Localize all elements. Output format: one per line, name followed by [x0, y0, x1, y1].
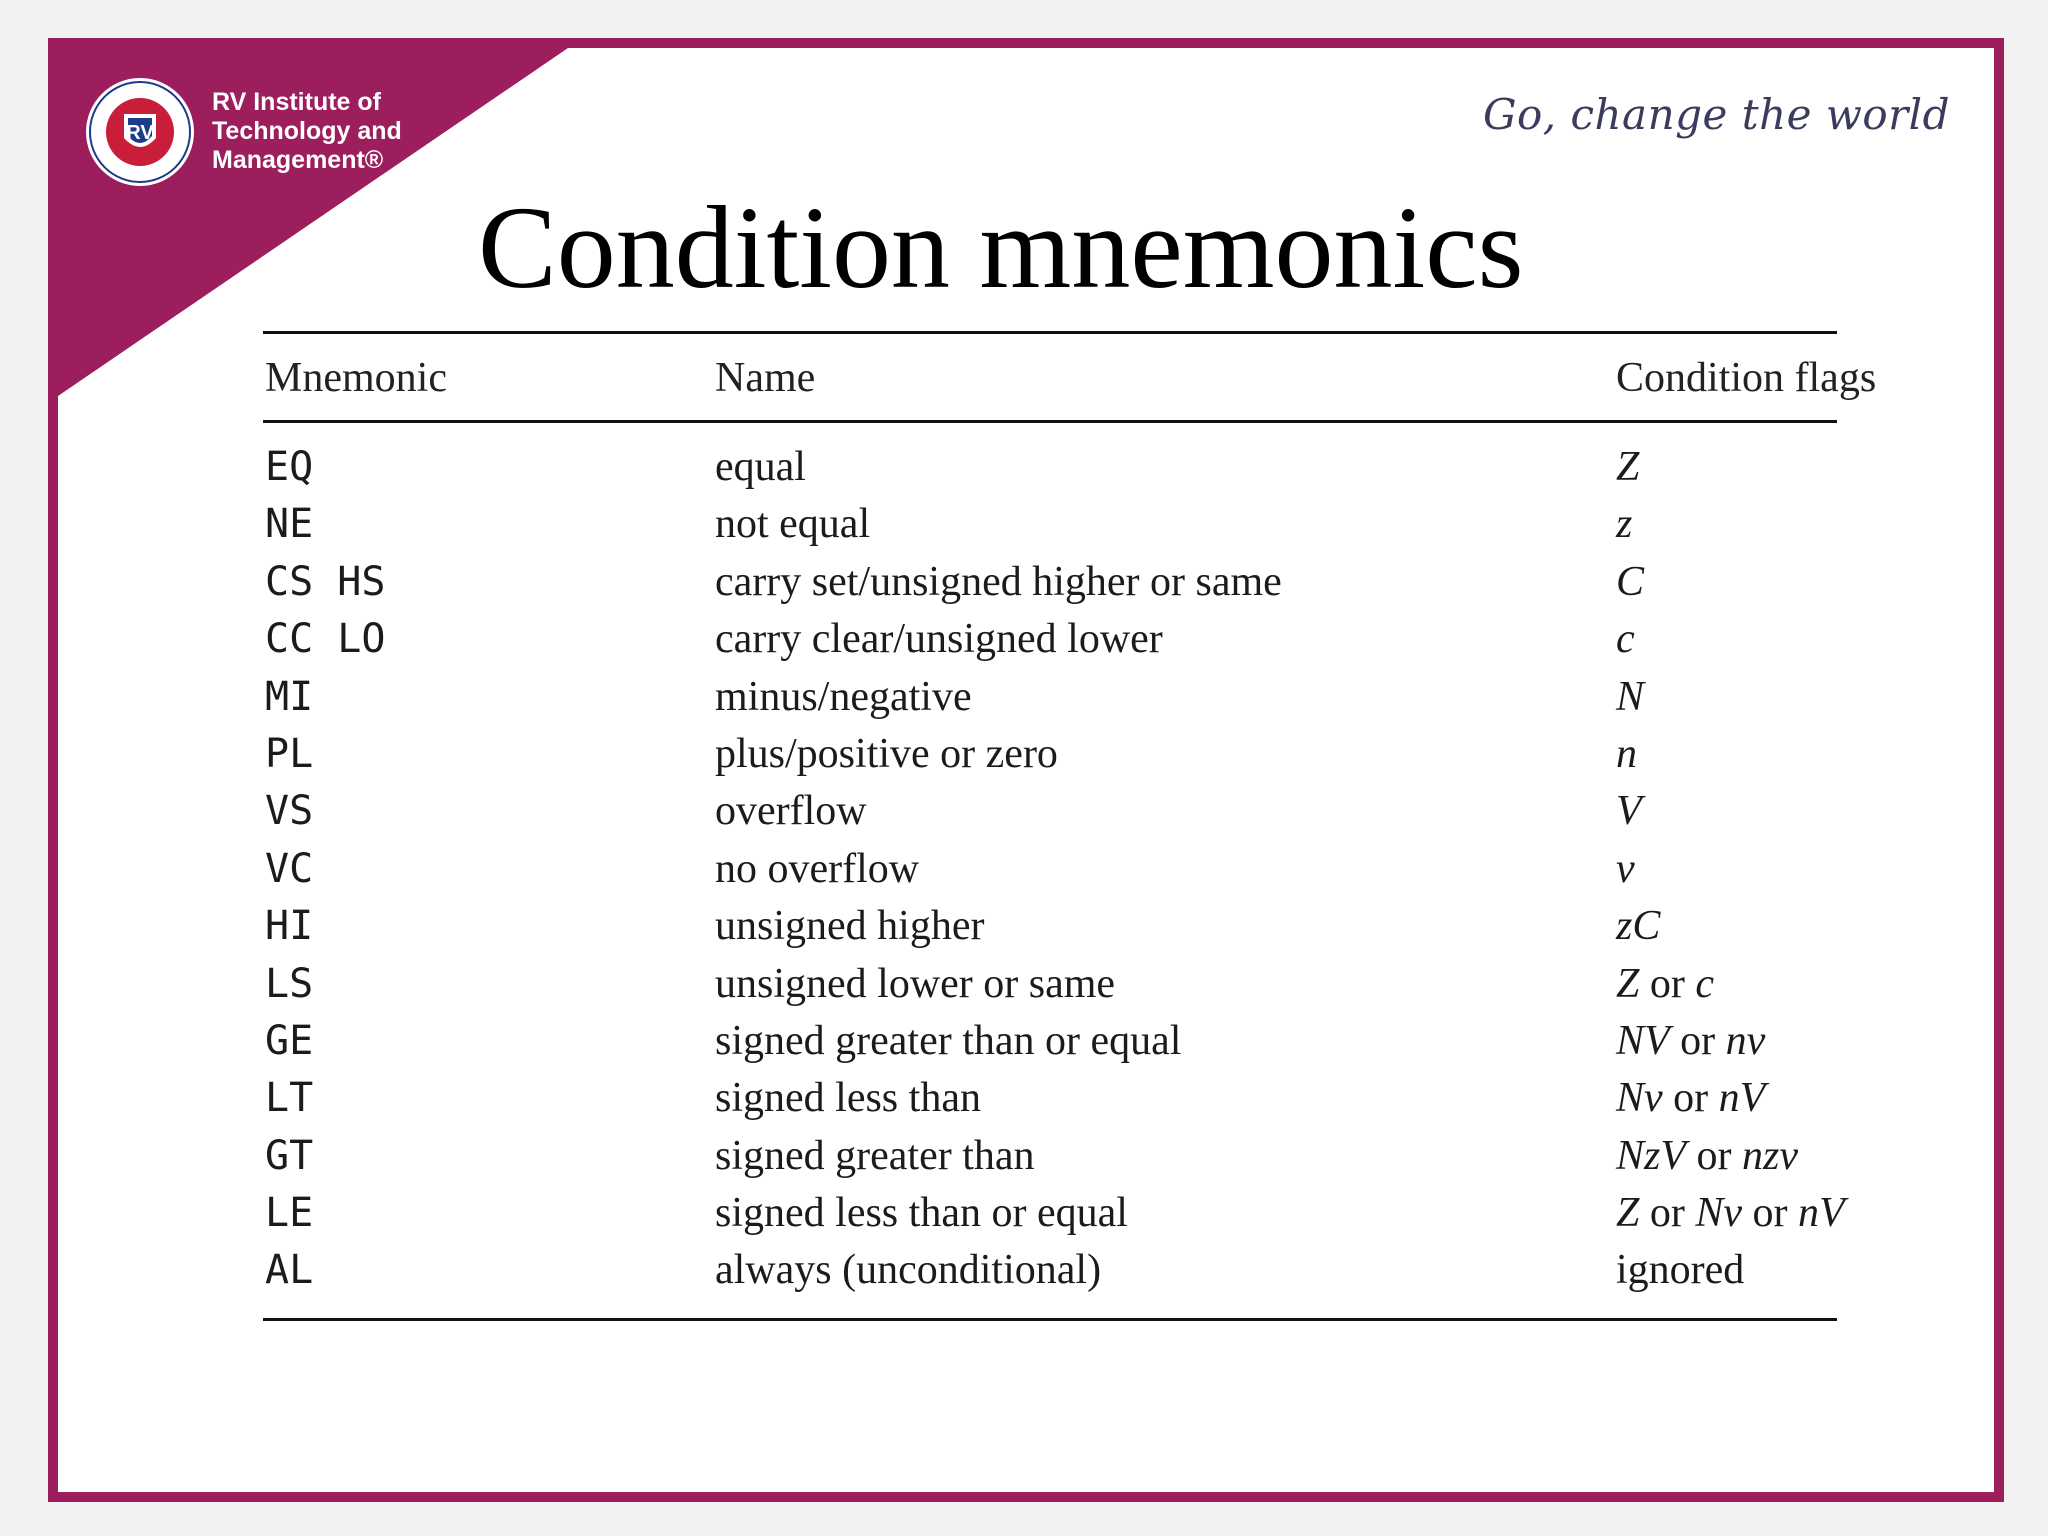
- table-body: [263, 423, 1845, 1318]
- mnemonic-cell: GE: [265, 1017, 314, 1064]
- name-cell: plus/positive or zero: [715, 730, 1058, 777]
- institute-line-1: RV Institute of: [212, 88, 381, 116]
- table-row: [263, 726, 1837, 783]
- name-cell: signed greater than: [715, 1132, 1035, 1179]
- mnemonic-cell: HI: [265, 903, 314, 950]
- column-header-mnemonic: Mnemonic: [265, 355, 447, 401]
- mnemonic-cell: PL: [265, 730, 314, 777]
- name-cell: signed less than or equal: [715, 1190, 1128, 1237]
- mnemonic-cell: MI: [265, 673, 314, 720]
- flags-cell: Z or Nv or nV: [1616, 1190, 1845, 1237]
- table-row: [263, 841, 1837, 898]
- flags-cell: NV or nv: [1616, 1017, 1766, 1064]
- table-row: [263, 1185, 1845, 1242]
- name-cell: signed less than: [715, 1075, 981, 1122]
- table-row: [263, 956, 1837, 1013]
- flags-cell: Nv or nV: [1616, 1075, 1766, 1122]
- table-row: [263, 898, 1837, 955]
- mnemonic-cell: LE: [265, 1190, 314, 1237]
- flags-cell: n: [1616, 730, 1637, 777]
- table-row: [263, 611, 1837, 668]
- logo-text: RV: [126, 122, 154, 144]
- table-row: [263, 783, 1837, 840]
- name-cell: always (unconditional): [715, 1247, 1102, 1294]
- institute-line-3: Management®: [212, 146, 384, 174]
- flags-cell: z: [1616, 501, 1633, 548]
- table-row: [263, 1070, 1837, 1127]
- mnemonic-cell: VC: [265, 845, 314, 892]
- name-cell: overflow: [715, 788, 867, 835]
- mnemonic-cell: NE: [265, 501, 314, 548]
- mnemonic-cell: CC LO: [265, 616, 386, 663]
- mnemonic-cell: LS: [265, 960, 314, 1007]
- name-cell: unsigned lower or same: [715, 960, 1116, 1007]
- column-header-name: Name: [715, 355, 816, 401]
- institute-name: [212, 88, 442, 175]
- table-row: [263, 1128, 1837, 1185]
- name-cell: equal: [715, 444, 806, 490]
- flags-cell: NzV or nzv: [1616, 1132, 1799, 1179]
- mnemonic-cell: EQ: [265, 444, 314, 490]
- name-cell: unsigned higher: [715, 903, 985, 950]
- table-row: [263, 1242, 1837, 1299]
- flags-cell: V: [1616, 788, 1642, 835]
- condition-mnemonics-table: [263, 331, 1877, 1321]
- flags-cell: C: [1616, 558, 1645, 605]
- table-header: [263, 334, 1877, 423]
- table-row: [263, 669, 1837, 726]
- flags-cell: zC: [1616, 903, 1661, 950]
- flags-cell: ignored: [1616, 1247, 1745, 1294]
- table-row: [263, 439, 1837, 496]
- name-cell: carry clear/unsigned lower: [715, 616, 1163, 663]
- institute-line-2: Technology and: [212, 117, 402, 145]
- mnemonic-cell: LT: [265, 1075, 314, 1122]
- slide-title: Condition mnemonics: [478, 182, 1524, 313]
- institute-seal-logo: [84, 76, 196, 188]
- tagline: Go, change the world: [1482, 90, 1950, 139]
- flags-cell: Z or c: [1616, 960, 1715, 1007]
- mnemonic-cell: AL: [265, 1247, 314, 1294]
- flags-cell: c: [1616, 616, 1635, 663]
- table-row: [263, 554, 1837, 611]
- name-cell: not equal: [715, 501, 871, 548]
- flags-cell: Z: [1616, 444, 1640, 490]
- name-cell: no overflow: [715, 845, 920, 892]
- mnemonic-cell: CS HS: [265, 558, 386, 605]
- table-row: [263, 496, 1837, 553]
- name-cell: signed greater than or equal: [715, 1017, 1182, 1064]
- flags-cell: N: [1616, 673, 1645, 720]
- name-cell: carry set/unsigned higher or same: [715, 558, 1282, 605]
- mnemonic-cell: VS: [265, 788, 314, 835]
- mnemonic-cell: GT: [265, 1132, 314, 1179]
- name-cell: minus/negative: [715, 673, 972, 720]
- table-row: [263, 1013, 1837, 1070]
- flags-cell: v: [1616, 845, 1635, 892]
- slide: [48, 38, 2004, 1502]
- column-header-condition-flags: Condition flags: [1616, 355, 1877, 401]
